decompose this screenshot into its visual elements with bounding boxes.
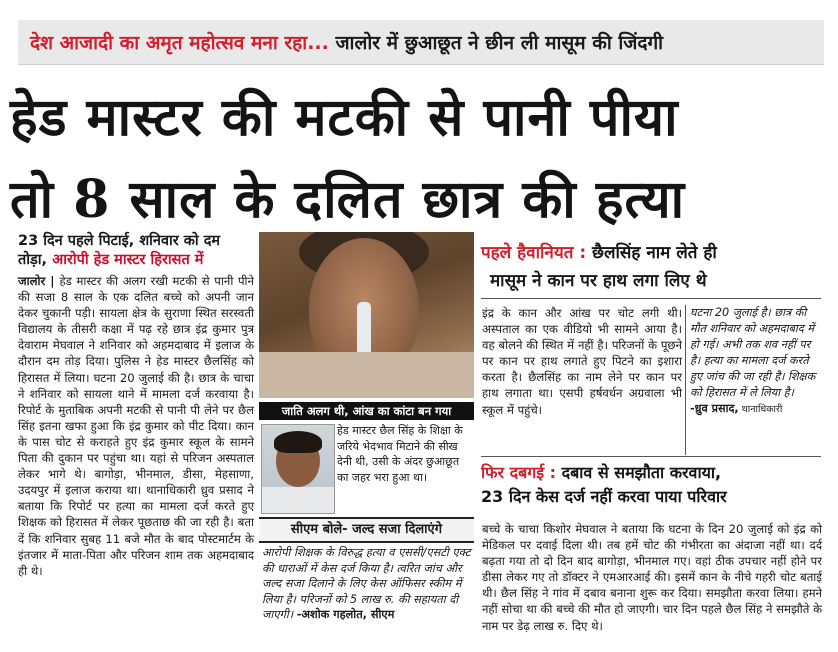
body-column-1	[18, 273, 254, 579]
section-2-heading	[481, 461, 821, 509]
lead-subhead	[18, 232, 254, 270]
police-quote-text: घटना 20 जुलाई है। छात्र की मौत शनिवार को अहमदाबाद में हो गई। अभी तक शव नहीं पर है। हत्या का मामला दर्ज करते हुए जांच की जा रही है। शिक्षक को हिरासत में ले लिया है।	[690, 306, 816, 399]
victim-photo	[259, 232, 474, 398]
headmaster-photo	[261, 424, 335, 514]
quote-author: -अशोक गहलोत, सीएम	[296, 608, 395, 621]
headline-line-1: हेड मास्टर की मटकी से पानी पीया	[10, 87, 679, 148]
police-quote-role: थानाधिकारी	[738, 404, 783, 415]
section-2-line2: 23 दिन केस दर्ज नहीं करवा पाया परिवार	[481, 487, 727, 506]
kicker-text	[30, 29, 663, 55]
body-column-3: बच्चे के चाचा किशोर मेघवाल ने बताया कि घटना के दिन 20 जुलाई को इंद्र को मेडिकल पर दवाई दिला थी। तब हमें चोट की गंभीरता का अंदाजा नहीं था। दर्द बढ़ता गया तो दो दिन बाद बागोड़ा, भीनमाल गए। वहां ठीक उपचार नहीं होने पर डीसा लेकर गए तो डॉक्टर ने एमआरआई की। इसमें कान के नीचे गहरी चोट बताई थी। छैल सिंह ने गांव में दबाव बनाना शुरू कर दिया। समझौता करवा लिया। हमने नहीं सोचा था की बच्चे की मौत हो जाएगी। चार दिन पहले छैल सिंह ने समझौते के नाम पर डेढ़ लाख रु. दिए थे।	[482, 522, 822, 633]
photo-caption: जाति अलग थी, आंख का कांटा बन गया	[259, 402, 474, 420]
quote-text: आरोपी शिक्षक के विरुद्ध हत्या व एससी/एसटी एक्ट की धाराओं में केस दर्ज किया है। त्वरित जांच और जल्द सजा दिलाने के लिए केस ऑफिसर स्कीम में लिया है। परिजनों को 5 लाख रु. की सहायता दी जाएगी।	[262, 546, 471, 621]
section-1-heading	[481, 240, 821, 266]
section-1-tag: पहले हैवानियत :	[481, 243, 587, 263]
kicker-black: जालोर में छुआछूत ने छीन ली मासूम की जिंदगी	[328, 32, 664, 54]
headline-line-2: तो 8 साल के दलित छात्र की हत्या	[10, 169, 686, 230]
headmaster-shirt	[262, 487, 334, 514]
headmaster-hair	[274, 431, 322, 453]
section-2-rule-top	[481, 456, 821, 457]
body-column-1-text: हेड मास्टर की अलग रखी मटकी से पानी पीने की सजा 8 साल के एक दलित बच्चे को अपनी जान देकर चुकानी पड़ी। सायला क्षेत्र के सुराणा स्थित सरस्वती विद्यालय के तीसरी कक्षा में पढ़ रहे छात्र इंद्र कुमार पुत्र देवाराम मेघवाल ने शनिवार को अहमदाबाद में इलाज के दौरान दम तोड़ दिया। पुलिस ने हेड मास्टर छैलसिंह को हिरासत में लिया। घटना 20 जुलाई की है। छात्र के चाचा ने शनिवार को सायला थाने में मामला दर्ज करवाया है। रिपोर्ट के मुताबिक अपनी मटकी से पानी पी लेने पर छैल सिंह इतना खफा हुआ कि इंद्र कुमार को पीट दिया। कान के पास चोट से कराहते हुए इंद्र कुमार स्कूल के सामने पिता की दुकान पर पहुंचा था। यहां से परिजन अस्पताल लेकर भागे थे। बागोड़ा, भीनमाल, डीसा, मेहसाणा, उदयपुर में इलाज कराया था। थानाधिकारी ध्रुव प्रसाद ने बताया कि रिपोर्ट पर हत्या का मामला दर्ज करते हुए शिक्षक को हिरासत में लेकर पूछताछ की जा रही है। बता दें कि शनिवार सुबह 11 बजे मौत के बाद पोस्टमार्टम के इंतजार में माता-पिता और परिजन शाम तक अहमदाबाद ही थे।	[18, 274, 254, 578]
photo-pillow	[259, 352, 474, 398]
inset-text: हेड मास्टर छैल सिंह के शिक्षा के जरिये भेदभाव मिटाने की सीख देनी थी, उसी के अंदर छुआछूत का जहर भरा हुआ था।	[337, 424, 463, 484]
quote-heading: सीएम बोले- जल्द सजा दिलाएंगे	[259, 517, 474, 543]
kicker-red: देश आजादी का अमृत महोत्सव मना रहा...	[30, 32, 329, 54]
section-1-rule	[481, 298, 821, 299]
police-quote-author: -ध्रुव प्रसाद,	[690, 402, 739, 415]
boxed-divider	[685, 305, 686, 455]
lead-text: 23 दिन पहले पिटाई, शनिवार को दम तोड़ा,	[18, 233, 221, 268]
body-column-2: इंद्र के कान और आंख पर चोट लगी थी। अस्पताल का एक वीडियो भी सामने आया है। वह बोलने की स्थित में नहीं है। परिजनों के पूछने पर कान पर हाथ लगाते हुए पिटने का इशारा करता है। छैलसिंह का नाम लेने पर कान पर हाथ लगाता था। एसपी हर्षवर्धन अग्रवाला भी स्कूल में पहुंचे।	[482, 306, 682, 417]
quote-body	[262, 545, 474, 623]
section-2-tag: फिर दबगई :	[481, 463, 557, 482]
section-1-line1: छैलसिंह नाम लेते ही	[586, 243, 717, 263]
section-1-line2: मासूम ने कान पर हाथ लगा लिए थे	[490, 271, 707, 291]
kicker-band	[18, 20, 824, 65]
section-2-line1: दबाव से समझौता करवाया,	[556, 463, 722, 482]
lead-red: आरोपी हेड मास्टर हिरासत में	[52, 252, 204, 268]
dateline: जालोर |	[18, 274, 60, 288]
police-quote	[690, 305, 818, 418]
